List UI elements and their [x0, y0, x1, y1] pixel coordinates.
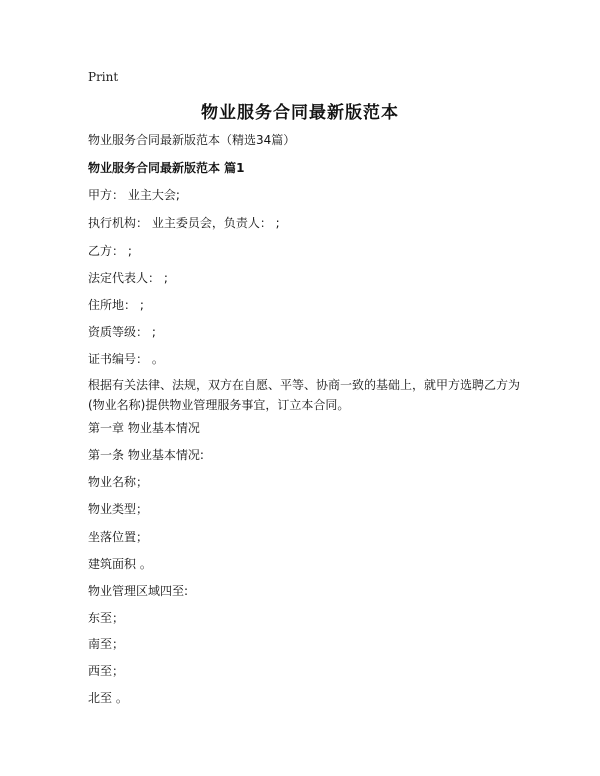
- party-b-line: 乙方： ;: [88, 244, 132, 258]
- property-type-line: 物业类型；: [88, 502, 149, 516]
- executive-body-line: 执行机构： 业主委员会，负责人： ;: [88, 216, 280, 230]
- boundary-north: 北至 。: [88, 691, 128, 705]
- property-name-line: 物业名称；: [88, 475, 149, 489]
- location-line: 坐落位置；: [88, 530, 149, 544]
- chapter-heading: 第一章 物业基本情况: [88, 421, 200, 435]
- party-a-line: 甲方： 业主大会;: [88, 188, 180, 202]
- boundary-west: 西至；: [88, 664, 125, 678]
- qualification-line: 资质等级： ;: [88, 325, 156, 339]
- floor-area-line: 建筑面积 。: [88, 557, 152, 571]
- print-link[interactable]: Print: [88, 70, 119, 84]
- boundary-east: 东至；: [88, 611, 125, 625]
- article-heading: 第一条 物业基本情况:: [88, 448, 204, 462]
- boundary-south: 南至；: [88, 637, 125, 651]
- document-title: 物业服务合同最新版范本: [201, 103, 399, 123]
- boundary-heading: 物业管理区域四至:: [88, 584, 189, 598]
- certificate-line: 证书编号： 。: [88, 352, 164, 366]
- section-heading: 物业服务合同最新版范本 篇1: [88, 161, 245, 175]
- document-subtitle: 物业服务合同最新版范本（精选34篇）: [88, 133, 296, 147]
- address-line: 住所地： ;: [88, 298, 144, 312]
- legal-representative-line: 法定代表人： ;: [88, 271, 168, 285]
- preamble-paragraph: 根据有关法律、法规，双方在自愿、平等、协商一致的基础上，就甲方选聘乙方为(物业名称)提供物业管理服务事宜，订立本合同。: [88, 378, 521, 412]
